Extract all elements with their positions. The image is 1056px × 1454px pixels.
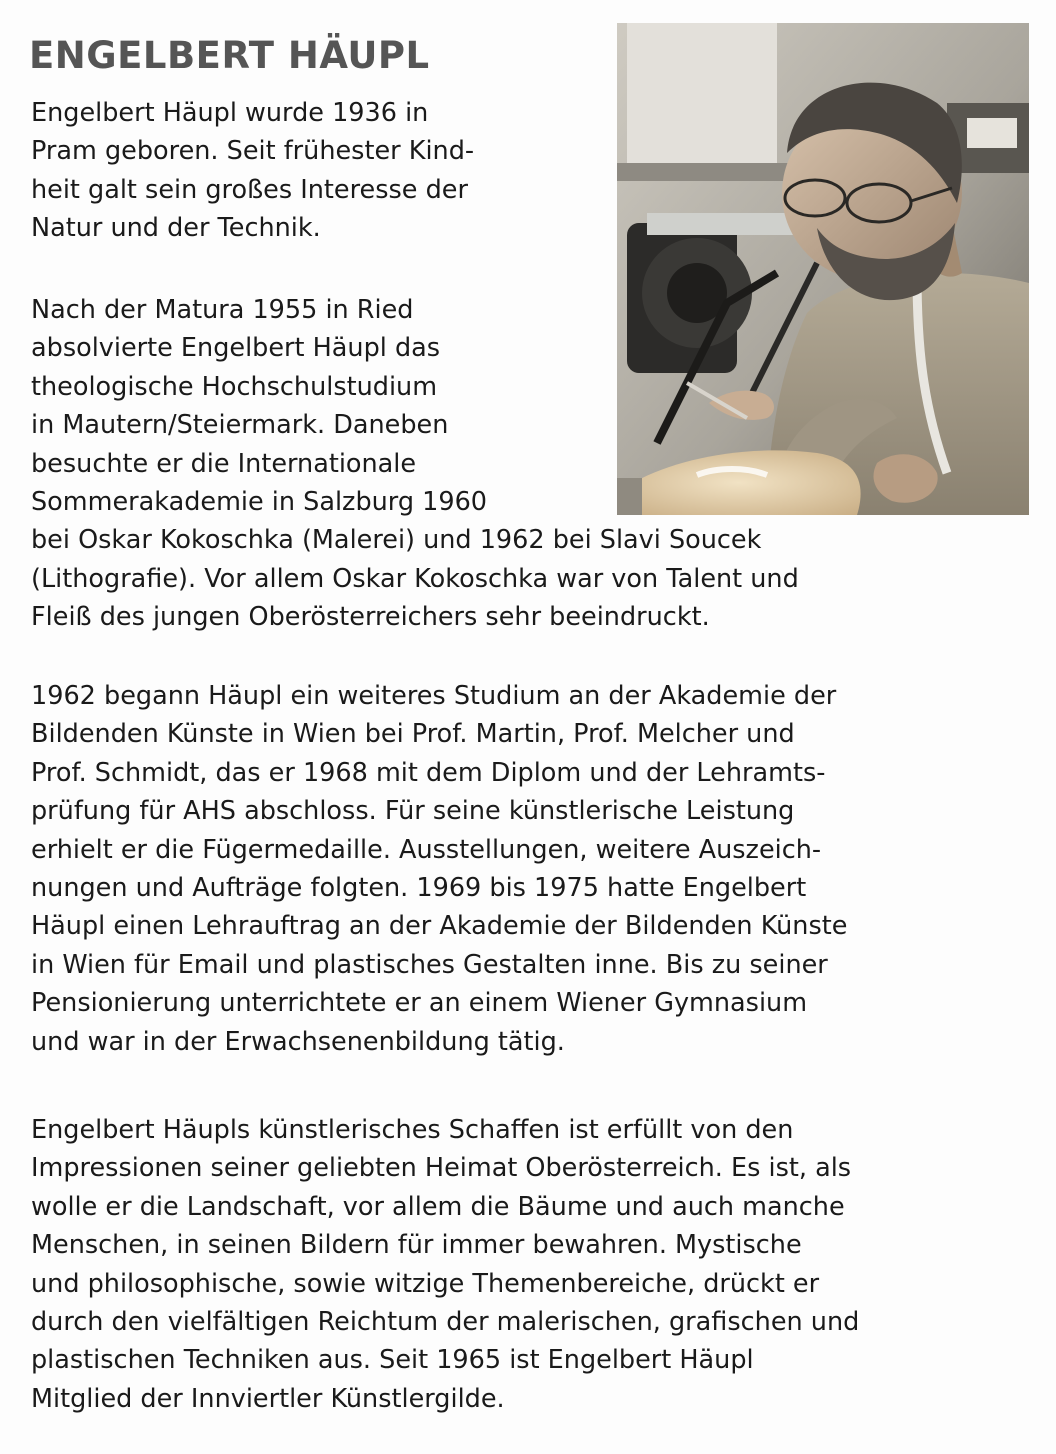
text-line: Engelbert Häupls künstlerisches Schaffen ist erfüllt von den (31, 1115, 794, 1145)
text-line: erhielt er die Fügermedaille. Ausstellungen, weitere Auszeich- (31, 834, 822, 865)
text-line: Nach der Matura 1955 in Ried (31, 295, 414, 325)
text-line: und war in der Erwachsenenbildung tätig. (31, 1026, 565, 1057)
page-title: ENGELBERT HÄUPL (29, 34, 430, 77)
text-line: Häupl einen Lehrauftrag an der Akademie der Bildenden Künste (31, 911, 848, 942)
text-line: Sommerakademie in Salzburg 1960 (31, 487, 488, 518)
text-line: Mitglied der Innviertler Künstlergilde. (31, 1383, 505, 1414)
paragraph-2 (31, 291, 799, 637)
text-line: Bildenden Künste in Wien bei Prof. Martin, Prof. Melcher und (31, 719, 795, 750)
text-line: Pram geboren. Seit frühester Kind- (31, 136, 475, 167)
paragraph-3 (31, 677, 847, 1061)
text-line: (Lithografie). Vor allem Oskar Kokoschka war von Talent und (31, 563, 799, 594)
text-line: Natur und der Technik. (31, 213, 321, 244)
text-line: wolle er die Landschaft, vor allem die Bäume und auch manche (31, 1191, 845, 1222)
text-line: durch den vielfältigen Reichtum der malerischen, grafischen und (31, 1307, 860, 1338)
text-line: Menschen, in seinen Bildern für immer bewahren. Mystische (31, 1230, 802, 1261)
text-line: Fleiß des jungen Oberösterreichers sehr beeindruckt. (31, 602, 710, 633)
text-line: und philosophische, sowie witzige Themenbereiche, drückt er (31, 1268, 820, 1299)
text-line: theologische Hochschulstudium (31, 371, 438, 402)
text-line: Prof. Schmidt, das er 1968 mit dem Diplom und der Lehramts- (31, 757, 826, 788)
text-line: 1962 begann Häupl ein weiteres Studium an der Akademie der (31, 681, 837, 711)
text-line: nungen und Aufträge folgten. 1969 bis 1975 hatte Engelbert (31, 873, 807, 904)
text-line: plastischen Techniken aus. Seit 1965 ist Engelbert Häupl (31, 1345, 754, 1376)
text-line: absolvierte Engelbert Häupl das (31, 333, 441, 364)
text-line: Engelbert Häupl wurde 1936 in (31, 98, 429, 128)
paragraph-4 (31, 1111, 859, 1418)
text-line: Pensionierung unterrichtete er an einem Wiener Gymnasium (31, 988, 808, 1019)
text-line: prüfung für AHS abschloss. Für seine künstlerische Leistung (31, 796, 795, 827)
text-line: in Mautern/Steiermark. Daneben (31, 410, 449, 441)
text-line: bei Oskar Kokoschka (Malerei) und 1962 bei Slavi Soucek (31, 525, 762, 556)
paragraph-1 (31, 94, 474, 248)
text-line: Impressionen seiner geliebten Heimat Oberösterreich. Es ist, als (31, 1153, 852, 1184)
text-line: besuchte er die Internationale (31, 448, 417, 479)
text-line: in Wien für Email und plastisches Gestalten inne. Bis zu seiner (31, 949, 828, 980)
text-line: heit galt sein großes Interesse der (31, 174, 468, 205)
